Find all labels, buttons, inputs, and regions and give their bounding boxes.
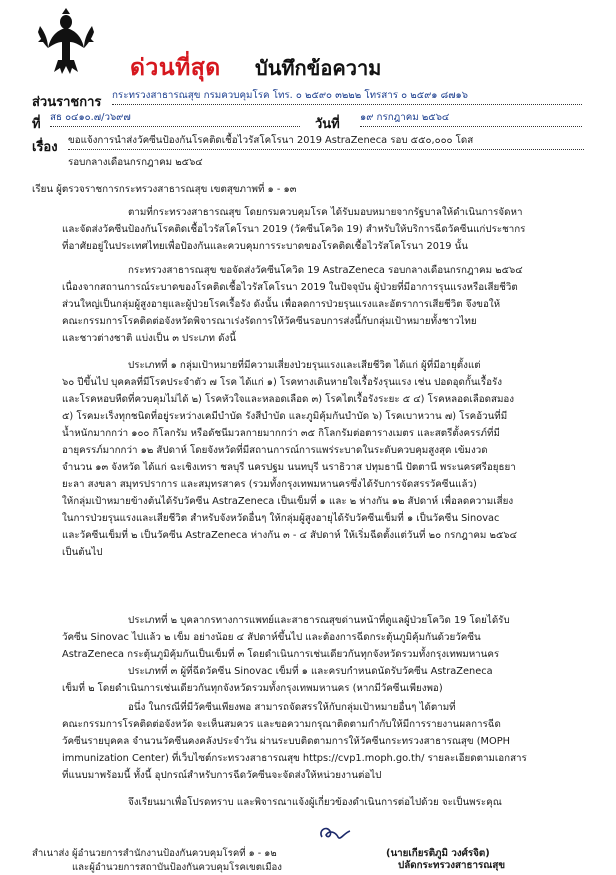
body-line: วัคซีนรายบุคคล จำนวนวัคซีนคงคลังประจำวัน ผ่านระบบติดตามการให้วัคซีนกระทรวงสาธารณสุข (MOPH bbox=[62, 736, 510, 747]
memo-title: บันทึกข้อความ bbox=[255, 56, 382, 80]
body-line: ๕) โรคมะเร็งทุกชนิดที่อยู่ระหว่างเคมีบำบัด รังสีบำบัด และภูมิคุ้มกันบำบัด ๖) โรคเบาหวาน ๗) โรคอ้วนที่มี bbox=[62, 411, 508, 422]
body-line: ที่แนบมาพร้อมนี้ ทั้งนี้ อุปกรณ์สำหรับการฉีดวัคซีนจะจัดส่งให้หน่วยงานต่อไป bbox=[62, 770, 382, 781]
body-line: คณะกรรมการโรคติดต่อจังหวัด จะเห็นสมควร และขอความกรุณาติดตามกำกับให้มีการรายงานผลการฉีด bbox=[62, 719, 501, 730]
body-line: ส่วนใหญ่เป็นกลุ่มผู้สูงอายุและผู้ป่วยโรคเรื้อรัง ดังนั้น เพื่อลดการป่วยรุนแรงและอัตราการเสียชีวิต จึงขอให้ bbox=[62, 299, 501, 310]
signatory-position: ปลัดกระทรวงสาธารณสุข bbox=[398, 860, 506, 871]
salutation: เรียน ผู้ตรวจราชการกระทรวงสาธารณสุข เขตสุขภาพที่ ๑ - ๑๓ bbox=[32, 184, 297, 195]
cc-line1: สำเนาส่ง ผู้อำนวยการสำนักงานป้องกันควบคุมโรคที่ ๑ - ๑๒ bbox=[32, 848, 277, 859]
body-line: เป็นต้นไป bbox=[62, 547, 103, 558]
body-line: AstraZeneca กระตุ้นภูมิคุ้มกันเป็นเข็มที่ ๓ โดยดำเนินการเช่นเดียวกันทุกจังหวัดรวมทั้งกรุงเทพมหานคร bbox=[62, 649, 500, 660]
date-label: วันที่ bbox=[315, 117, 340, 132]
body-line: อนึ่ง ในกรณีที่มีวัคซีนเพียงพอ สามารถจัดสรรให้กับกลุ่มเป้าหมายอื่นๆ ได้ตามที่ bbox=[128, 702, 456, 713]
body-line: และจัดส่งวัคซีนป้องกันโรคติดเชื้อไวรัสโคโรนา 2019 (วัคซีนโควิด 19) สำหรับให้บริการฉีดวัคซีนแก่ประชากร bbox=[62, 224, 526, 235]
body-line: กระทรวงสาธารณสุข ขอจัดส่งวัคซีนโควิด 19 AstraZeneca รอบกลางเดือนกรกฎาคม ๒๕๖๔ bbox=[128, 265, 523, 276]
urgent-stamp: ด่วนที่สุด bbox=[130, 55, 221, 81]
date-value: ๑๙ กรกฎาคม ๒๕๖๔ bbox=[360, 110, 582, 127]
subject-line1: ขอแจ้งการนำส่งวัคซีนป้องกันโรคติดเชื้อไวรัสโคโรนา 2019 AstraZeneca รอบ ๕๕๐,๐๐๐ โดส bbox=[68, 133, 584, 150]
agency-label: ส่วนราชการ bbox=[32, 95, 102, 110]
body-line: และโรคหอบหืดที่ควบคุมไม่ได้ ๒) โรคหัวใจและหลอดเลือด ๓) โรคไตเรื้อรังระยะ ๕ ๔) โรคหลอดเลือดสมอง bbox=[62, 394, 515, 405]
body-line: ในการป่วยรุนแรงและเสียชีวิต สำหรับจังหวัดอื่นๆ ให้กลุ่มผู้สูงอายุได้รับวัคซีนเข็มที่ ๑ เป็นวัคซีน Sinovac bbox=[62, 513, 500, 524]
body-line: และวัคซีนเข็มที่ ๒ เป็นวัคซีน AstraZeneca ห่างกัน ๓ - ๔ สัปดาห์ ให้เริ่มฉีดตั้งแต่วันที่ ๒๐ กรกฎาคม ๒๕๖๔ bbox=[62, 530, 517, 541]
body-line: ที่อาศัยอยู่ในประเทศไทยเพื่อป้องกันและควบคุมการระบาดของโรคติดเชื้อไวรัสโคโรนา 2019 นั้น bbox=[62, 241, 468, 252]
body-line: ยะลา สงขลา สมุทรปราการ และสมุทรสาคร (รวมทั้งกรุงเทพมหานครซึ่งได้รับการจัดสรรวัคซีนแล้ว) bbox=[62, 479, 477, 490]
garuda-emblem-icon bbox=[36, 8, 96, 76]
body-line: immunization Center) ที่เว็บไซต์กระทรวงสาธารณสุข https://cvp1.moph.go.th/ รายละเอียดตามเอกสาร bbox=[62, 753, 527, 764]
body-line: ประเภทที่ ๑ กลุ่มเป้าหมายที่มีความเสี่ยงป่วยรุนแรงและเสียชีวิต ได้แก่ ผู้ที่มีอายุตั้งแต่ bbox=[128, 360, 481, 371]
body-line: อายุครรภ์มากกว่า ๑๒ สัปดาห์ โดยจังหวัดที่มีสถานการณ์การแพร่ระบาดในระดับควบคุมสูงสุด เข้มงวด bbox=[62, 445, 488, 456]
body-line: น้ำหนักมากกว่า ๑๐๐ กิโลกรัม หรือดัชนีมวลกายมากกว่า ๓๕ กิโลกรัมต่อตารางเมตร และสตรีตั้งครรภ์ที่มี bbox=[62, 428, 500, 439]
body-line: ประเภทที่ ๓ ผู้ที่ฉีดวัคซีน Sinovac เข็มที่ ๑ และครบกำหนดนัดรับวัคซีน AstraZeneca bbox=[128, 666, 493, 677]
body-line: เข็มที่ ๒ โดยดำเนินการเช่นเดียวกันทุกจังหวัดรวมทั้งกรุงเทพมหานคร (หากมีวัคซีนเพียงพอ) bbox=[62, 683, 443, 694]
body-line: ประเภทที่ ๒ บุคลากรทางการแพทย์และสาธารณสุขด่านหน้าที่ดูแลผู้ป่วยโควิด 19 โดยได้รับ bbox=[128, 615, 510, 626]
body-line: วัคซีน Sinovac ไปแล้ว ๒ เข็ม อย่างน้อย ๔ สัปดาห์ขึ้นไป และต้องการฉีดกระตุ้นภูมิคุ้มกันด้วยวัคซีน bbox=[62, 632, 481, 643]
subject-line2: รอบกลางเดือนกรกฎาคม ๒๕๖๔ bbox=[68, 157, 203, 168]
agency-value: กระทรวงสาธารณสุข กรมควบคุมโรค โทร. ๐ ๒๕๙๐ ๓๒๒๒ โทรสาร ๐ ๒๕๙๑ ๘๗๑๖ bbox=[112, 88, 582, 105]
signature-mark-icon bbox=[316, 823, 352, 845]
body-line: ตามที่กระทรวงสาธารณสุข โดยกรมควบคุมโรค ได้รับมอบหมายจากรัฐบาลให้ดำเนินการจัดหา bbox=[128, 207, 523, 218]
body-line: จำนวน ๑๓ จังหวัด ได้แก่ ฉะเชิงเทรา ชลบุรี นครปฐม นนทบุรี นราธิวาส ปทุมธานี ปัตตานี พระนครศรีอยุธยา bbox=[62, 462, 516, 473]
cc-line2: และผู้อำนวยการสถาบันป้องกันควบคุมโรคเขตเมือง bbox=[72, 862, 282, 873]
body-line: ๖๐ ปีขึ้นไป บุคคลที่มีโรคประจำตัว ๗ โรค ได้แก่ ๑) โรคทางเดินหายใจเรื้อรังรุนแรง เช่น ปอดอุดกั้นเรื้อรัง bbox=[62, 377, 503, 388]
ref-label: ที่ bbox=[32, 117, 41, 132]
body-line: คณะกรรมการโรคติดต่อจังหวัดพิจารณาเร่งรัดการให้วัคซีนรอบการส่งนี้กับกลุ่มเป้าหมายทั้งชาวไทย bbox=[62, 316, 477, 327]
closing-line: จึงเรียนมาเพื่อโปรดทราบ และพิจารณาแจ้งผู้เกี่ยวข้องดำเนินการต่อไปด้วย จะเป็นพระคุณ bbox=[128, 797, 502, 808]
ref-value: สธ ๐๔๑๐.๗/ว๖๙๗ bbox=[50, 110, 300, 127]
body-line: เนื่องจากสถานการณ์ระบาดของโรคติดเชื้อไวรัสโคโรนา 2019 ในปัจจุบัน ผู้ป่วยที่มีอาการรุนแรงหรือเสียชีวิต bbox=[62, 282, 518, 293]
body-line: และชาวต่างชาติ แบ่งเป็น ๓ ประเภท ดังนี้ bbox=[62, 333, 236, 344]
body-line: ให้กลุ่มเป้าหมายข้างต้นได้รับวัคซีน AstraZeneca เป็นเข็มที่ ๑ และ ๒ ห่างกัน ๑๒ สัปดาห์ เพื่อลดความเสี่ยง bbox=[62, 496, 514, 507]
signatory-name: (นายเกียรติภูมิ วงศ์รจิต) bbox=[386, 848, 490, 859]
subject-label: เรื่อง bbox=[32, 140, 58, 155]
